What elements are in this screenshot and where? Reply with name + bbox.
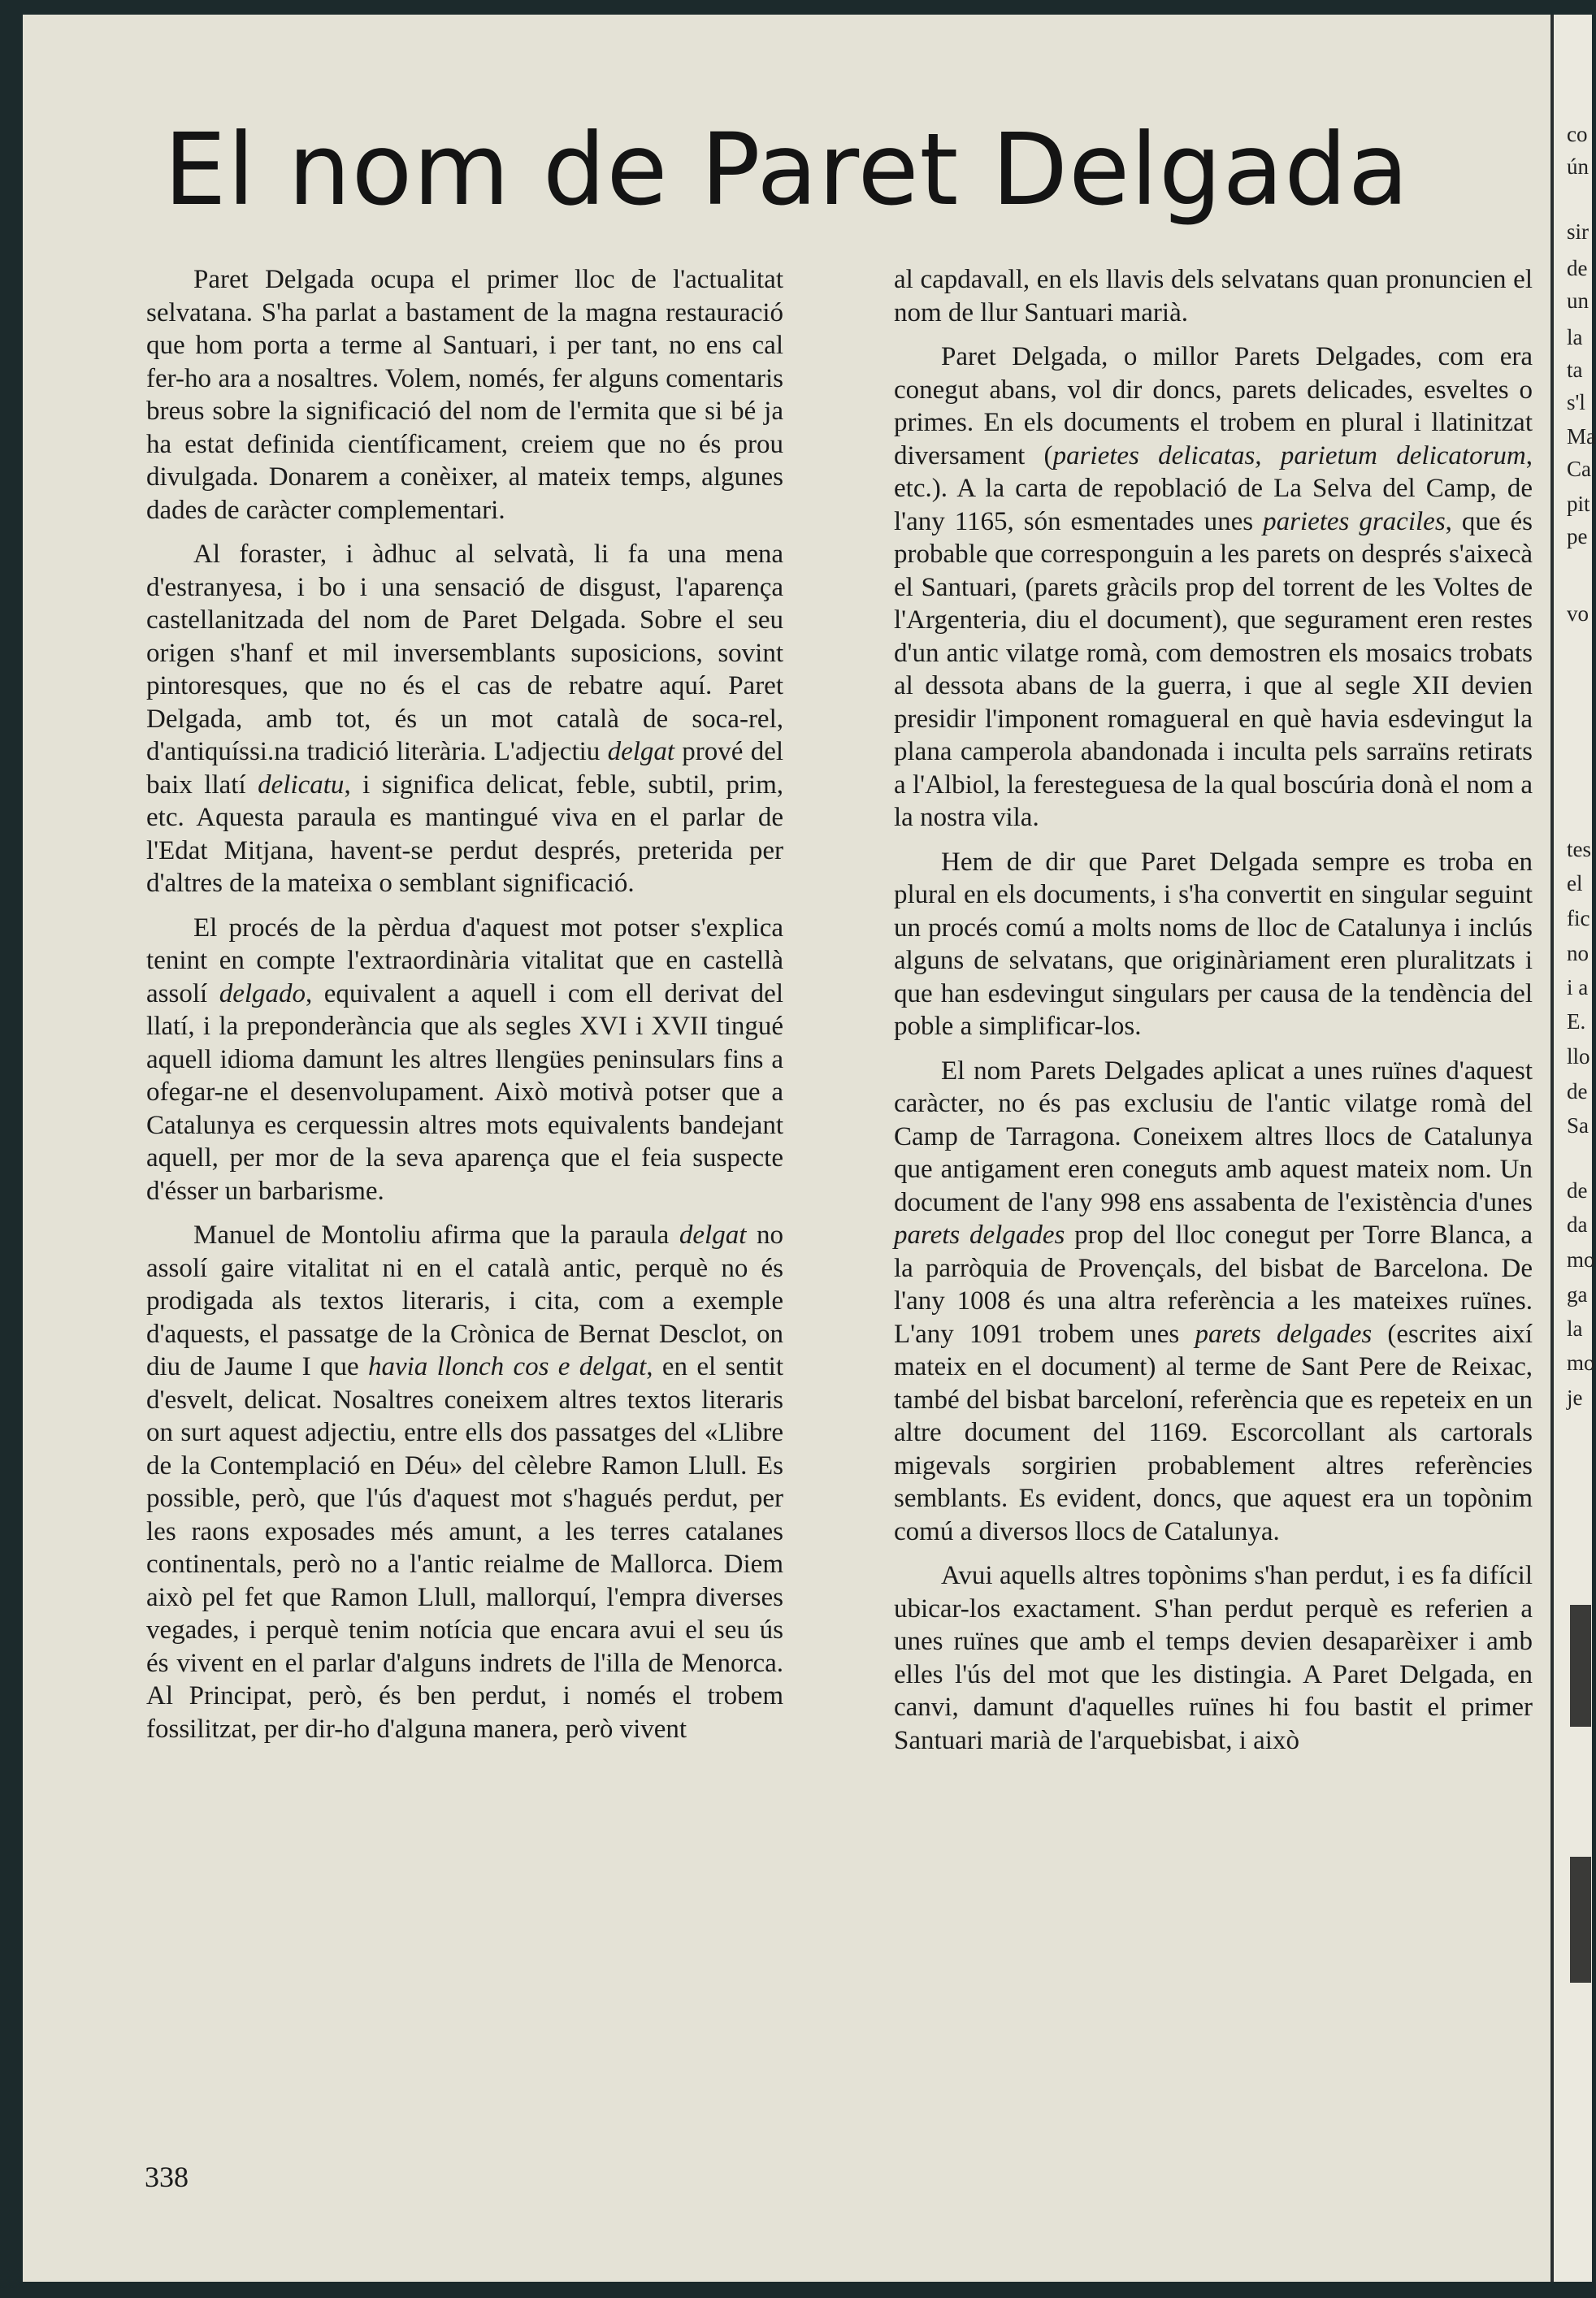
text-run: al capdavall, en els llavis dels selvatans quan pronuncien el nom de llur Santuari marià. (894, 265, 1533, 327)
adjacent-page-text-fragment: i a (1567, 975, 1589, 999)
paragraph (146, 1219, 783, 1745)
adjacent-page-text-fragment: de (1567, 256, 1588, 280)
text-run: Paret Delgada, o millor Parets Delgades, com era conegut abans, vol dir doncs, parets delicades, esveltes o primes. En els documents el trobem en plural i llatinitzat diversament ( (894, 342, 1533, 470)
adjacent-page-text-fragment: de (1567, 1079, 1588, 1103)
text-run: El procés de la pèrdua d'aquest mot potser s'explica tenint en compte l'extraordinària vitalitat que en castellà assolí (146, 913, 783, 1008)
italic-term: parets delgades (1195, 1319, 1373, 1349)
adjacent-page-text-fragment: la (1567, 325, 1583, 349)
adjacent-page-image-fragment (1570, 1857, 1591, 1983)
paragraph (146, 263, 783, 527)
italic-term: parets delgades (894, 1221, 1065, 1250)
page-number: 338 (145, 2161, 189, 2193)
text-run: Paret Delgada ocupa el primer lloc de l'actualitat selvatana. S'ha parlat a bastament de la magna restauració que hom porta a terme al Santuari, i per tant, no ens cal fer-ho ara a nosaltres. Volem, només, fer alguns comentaris breus sobre la significació del nom de l'ermita que si bé ja ha estat definida científicament, creiem que no és prou divulgada. Donarem a conèixer, al mateix temps, algunes dades de caràcter complementari. (146, 265, 783, 525)
paragraph (894, 1055, 1533, 1549)
text-run: , etc.). A la carta de repoblació de La Selva del Camp, de l'any 1165, són esmentades unes (894, 440, 1533, 536)
adjacent-page-text-fragment: E. (1567, 1009, 1586, 1034)
text-run: (escrites així mateix en el document) al terme de Sant Pere de Reixac, també del bisbat barceloní, referència que es repeteix en un altre document del 1169. Escorcollant als cartorals migevals sorgirien probablement altres referències semblants. Es evident, doncs, que aquest era un topònim comú a diversos llocs de Catalunya. (894, 1319, 1533, 1546)
adjacent-page-text-fragment: s'l (1567, 390, 1585, 414)
text-run: , i significa delicat, feble, subtil, prim, etc. Aquesta paraula es mantingué viva en el parlar de l'Edat Mitjana, havent-se perdut després, preterida per d'altres de la mateixa o semblant significació. (146, 770, 783, 898)
text-run: Hem de dir que Paret Delgada sempre es troba en plural en els documents, i s'ha convertit en singular seguint un procés comú a molts noms de lloc de Catalunya i inclús alguns de selvatans, que originàriament eren pluralitzats i que han esdevingut singulars per causa de la tendència del poble a simplificar-los. (894, 847, 1533, 1041)
adjacent-page-text-fragment: vo (1567, 601, 1589, 626)
adjacent-page-text-fragment: fic (1567, 906, 1590, 930)
text-run: no assolí gaire vitalitat ni en el català antic, perquè no és prodigada als textos literaris, i cita, com a exemple d'aquests, el passatge de la Crònica de Bernat Desclot, on diu de Jaume I que (146, 1221, 783, 1381)
paragraph (894, 1559, 1533, 1757)
paragraph (146, 912, 783, 1208)
text-run: Avui aquells altres topònims s'han perdut, i es fa difícil ubicar-los exactament. S'han perdut perquè es referien a unes ruïnes que amb el temps devien desaparèixer i amb elles l'ús del mot que les distingia. A Paret Delgada, en canvi, damunt d'aquelles ruïnes hi fou bastit el primer Santuari marià de l'arquebisbat, i això (894, 1561, 1533, 1755)
paragraph (146, 538, 783, 900)
italic-term: parietes delicatas, parietum delicatorum (1052, 440, 1526, 470)
adjacent-page-text-fragment: un (1567, 288, 1589, 313)
adjacent-page-text-fragment: llo (1567, 1044, 1590, 1069)
adjacent-page-text-fragment: la (1567, 1316, 1583, 1341)
italic-term: delicatu (258, 770, 345, 800)
adjacent-page-text-fragment: mo (1567, 1351, 1595, 1375)
page-title: El nom de Paret Delgada (163, 112, 1410, 228)
adjacent-page-text-fragment: Ca (1567, 457, 1591, 481)
adjacent-page-text-fragment: Ma (1567, 424, 1596, 449)
adjacent-page-text-fragment: sir (1567, 219, 1589, 244)
italic-term: havia llonch cos e delgat (367, 1352, 647, 1381)
italic-term: delgat (679, 1221, 747, 1250)
adjacent-page-text-fragment: ga (1567, 1282, 1588, 1307)
italic-term: parietes graciles (1263, 506, 1446, 536)
italic-term: delgat (607, 737, 675, 766)
text-run: Manuel de Montoliu afirma que la paraula (193, 1221, 679, 1250)
paragraph (894, 263, 1533, 329)
adjacent-page-text-fragment: pe (1567, 524, 1588, 548)
text-run: El nom Parets Delgades aplicat a unes ruïnes d'aquest caràcter, no és pas exclusiu de l'antic vilatge romà del Camp de Tarragona. Coneixem altres llocs de Catalunya que antigament eren coneguts amb aquest mateix nom. Un document de l'any 998 ens assabenta de l'existència d'unes (894, 1056, 1533, 1217)
text-run: , equivalent a aquell i com ell derivat del llatí, i la preponderància que als segles XVI i XVII tingué aquell idioma damunt les altres llengües peninsulars fins a ofegar-ne el desenvolupament. Això motivà potser que a Catalunya es cerquessin altres mots equivalents bandejant aquell, per mor de la seva aparença que el feia suspecte d'ésser un barbarisme. (146, 978, 783, 1206)
italic-term: delgado (219, 978, 306, 1008)
adjacent-page-text-fragment: Sa (1567, 1113, 1589, 1138)
text-run: , que és probable que corresponguin a les parets on després s'aixecà el Santuari, (parets gràcils prop del torrent de les Voltes de l'Argenteria, diu el document), que segurament eren restes d'un antic vilatge romà, com demostren els mosaics trobats al dessota abans de la guerra, i que al segle XII devien presidir l'imponent romagueral en què havia esdevingut la plana camperola abandonada i inculta pels sarraïns retirats a l'Albiol, la feresteguesa de la qual boscúria donà el nom a la nostra vila. (894, 506, 1533, 832)
adjacent-page-text-fragment: pit (1567, 492, 1590, 516)
adjacent-page-text-fragment: tes (1567, 837, 1591, 861)
text-column-left (146, 263, 783, 2132)
adjacent-page-text-fragment: ta (1567, 358, 1583, 382)
adjacent-page-text-fragment: da (1567, 1212, 1588, 1237)
adjacent-page-text-fragment: je (1567, 1385, 1583, 1410)
paragraph (894, 340, 1533, 835)
adjacent-page-text-fragment: el (1567, 871, 1583, 895)
adjacent-page-text-fragment: mo (1567, 1247, 1595, 1272)
text-column-right (894, 263, 1533, 2132)
adjacent-page-text-fragment: no (1567, 941, 1589, 965)
text-run: prové del baix llatí (146, 737, 784, 800)
text-run: , en el sentit d'esvelt, delicat. Nosaltres coneixem altres textos literaris on surt aquest adjectiu, entre ells dos passatges del «Llibre de la Contemplació en Déu» del cèlebre Ramon Llull. Es possible, però, que l'ús d'aquest mot s'hagués perdut, per les raons exposades més amunt, a les terres catalanes continentals, però no a l'antic reialme de Mallorca. Diem això pel fet que Ramon Llull, mallorquí, l'empra diverses vegades, i perquè tenim notícia que encara avui el seu ús és vivent en el parlar d'alguns indrets de l'illa de Menorca. Al Principat, però, és ben perdut, i només el trobem fossilitzat, per dir-ho d'alguna manera, però vivent (146, 1352, 783, 1744)
adjacent-page-text-fragment: de (1567, 1178, 1588, 1203)
adjacent-page-text-fragment: co (1567, 122, 1588, 146)
adjacent-page-text-fragment: ún (1567, 154, 1589, 179)
text-run: prop del lloc conegut per Torre Blanca, a la parròquia de Provençals, del bisbat de Barcelona. De l'any 1008 és una altra referència a les mateixes ruïnes. L'any 1091 trobem unes (894, 1221, 1533, 1349)
text-run: Al foraster, i àdhuc al selvatà, li fa una mena d'estranyesa, i bo i una sensació de disgust, l'aparença castellanitzada del nom de Paret Delgada. Sobre el seu origen s'hanf et mil inversemblants suposicions, sovint pintoresques, que no és el cas de rebatre aquí. Paret Delgada, amb tot, és un mot català de soca-rel, d'antiquíssi.na tradició literària. L'adjectiu (146, 540, 783, 766)
adjacent-page-image-fragment (1570, 1605, 1591, 1727)
paragraph (894, 846, 1533, 1043)
